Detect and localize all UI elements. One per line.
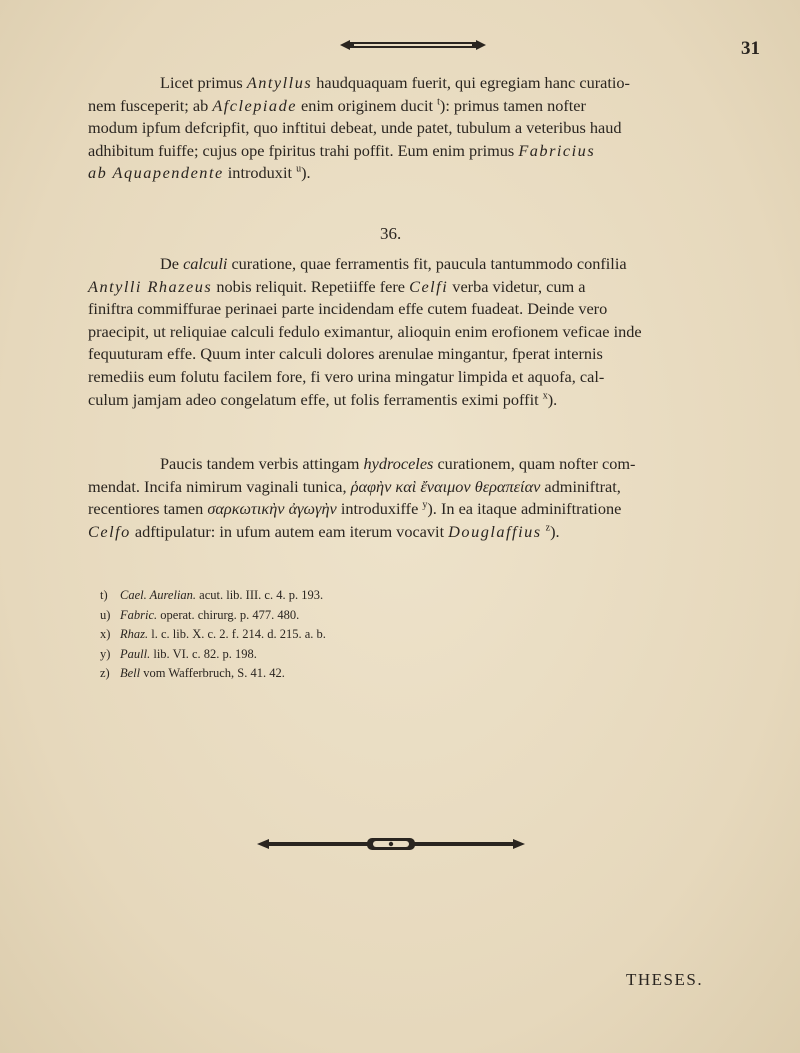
top-ornament <box>338 38 488 52</box>
footnote: z) Bell vom Wafferbruch, S. 41. 42. <box>100 666 285 680</box>
catchword: THESES. <box>626 970 704 989</box>
page-number: 31 <box>741 38 760 59</box>
bottom-ornament <box>255 836 527 852</box>
footnote: u) Fabric. operat. chirurg. p. 477. 480. <box>100 607 300 622</box>
footnote: t) Cael. Aurelian. acut. lib. III. c. 4. p. 193. <box>100 588 324 602</box>
footnote: x) Rhaz. l. c. lib. X. c. 2. f. 214. d. 215. a. b. <box>100 627 326 641</box>
footnote: y) Paull. lib. VI. c. 82. p. 198. <box>100 646 257 661</box>
paragraph-1: Licet primus Antyllus haudquaquam fuerit, qui egregiam hanc curatio- nem fusceperit; ab Afclepiade enim originem ducit $^t$): primus tamen nofter modum ipfum defcripfit, quo inftitui debeat, unde patet, tubulum a veteribus haud adhibitum fuiffe; cujus ope fpiritus trahi poffit. Eum enim primus Fabricius ab Aquapendente introduxit $^u$). <box>88 73 630 183</box>
paragraph-3: Paucis tandem verbis attingam hydroceles curationem, quam nofter com- mendat. Incifa nimirum vaginali tunica, ῥαφὴν καὶ ἔναιμον θεραπείαν adminiftrat, recentiores tamen σαρκωτικὴν ἀγωγὴν introduxiffe $^y$). In ea itaque adminiftratione Celfo adftipulatur: in ufum autem eam iterum vocavit Douglaffius $^z$). <box>88 454 636 541</box>
footnotes <box>100 586 600 684</box>
paragraph-2: De calculi curatione, quae ferramentis fit, paucula tantummodo confilia Antylli Rhazeus nobis reliquit. Repetiiffe fere Celfi verba videtur, cum a finiftra commiffurae perinaei parte incidendam effe cutem fuadeat. Deinde vero praecipit, ut reliquiae calculi fedulo eximantur, alioquin enim erofionem veficae inde fequuturam effe. Quum inter calculi dolores arenulae mingantur, fperat internis remediis eum folutu facilem fore, fi vero urina mingatur limpida et aquofa, cal- culum jamjam adeo congelatum effe, ut folis ferramentis eximi poffit $^x$). <box>88 254 642 409</box>
section-number: 36. <box>380 224 402 243</box>
